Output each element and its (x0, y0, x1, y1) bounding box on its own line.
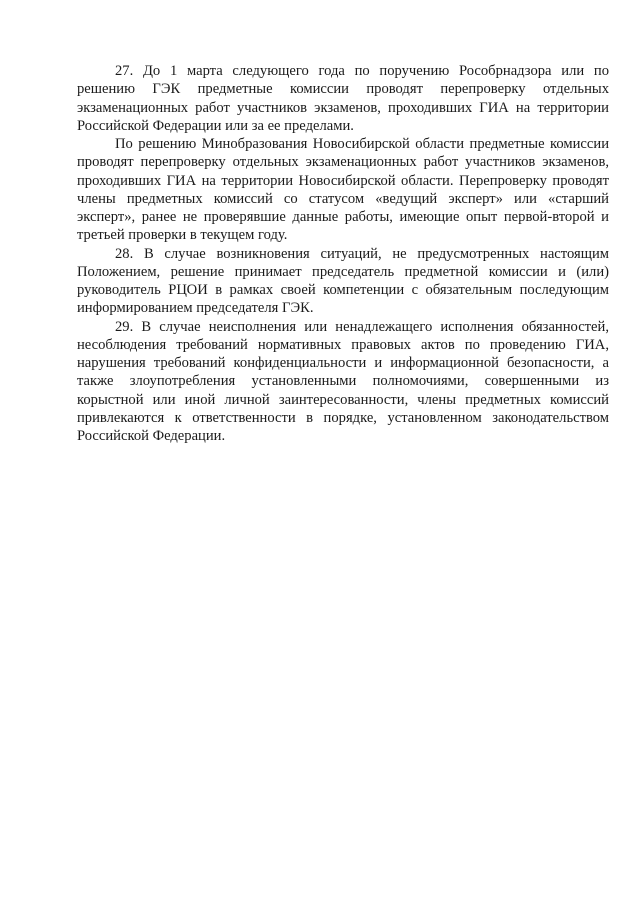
paragraph-28: 28. В случае возникновения ситуаций, не предусмотренных настоящим Положением, решение принимает председатель предметной комиссии и (или) руководитель РЦОИ в рамках своей компетенции с обязательным последующим информированием председателя ГЭК. (77, 245, 609, 317)
paragraph-27: 27. До 1 марта следующего года по поручению Рособрнадзора или по решению ГЭК предметные комиссии проводят перепроверку отдельных экзаменационных работ участников экзаменов, проходивших ГИА на территории Российской Федерации или за ее пределами. (77, 63, 609, 134)
paragraph-27-continued: По решению Минобразования Новосибирской области предметные комиссии проводят перепроверку отдельных экзаменационных работ участников экзаменов, проходивших ГИА на территории Новосибирской области. Перепроверку проводят члены предметных комиссий со статусом «ведущий эксперт» или «старший эксперт», ранее не проверявшие данные работы, имеющие опыт первой-второй и третьей проверки в текущем году. (77, 136, 609, 244)
paragraph-29: 29. В случае неисполнения или ненадлежащего исполнения обязанностей, несоблюдения требований нормативных правовых актов по проведению ГИА, нарушения требований конфиденциальности и информационной безопасности, а также злоупотребления установленными полномочиями, совершенными из корыстной или иной личной заинтересованности, члены предметных комиссий привлекаются к ответственности в порядке, установленном законодательством Российской Федерации. (77, 318, 609, 444)
document-body (77, 62, 609, 445)
